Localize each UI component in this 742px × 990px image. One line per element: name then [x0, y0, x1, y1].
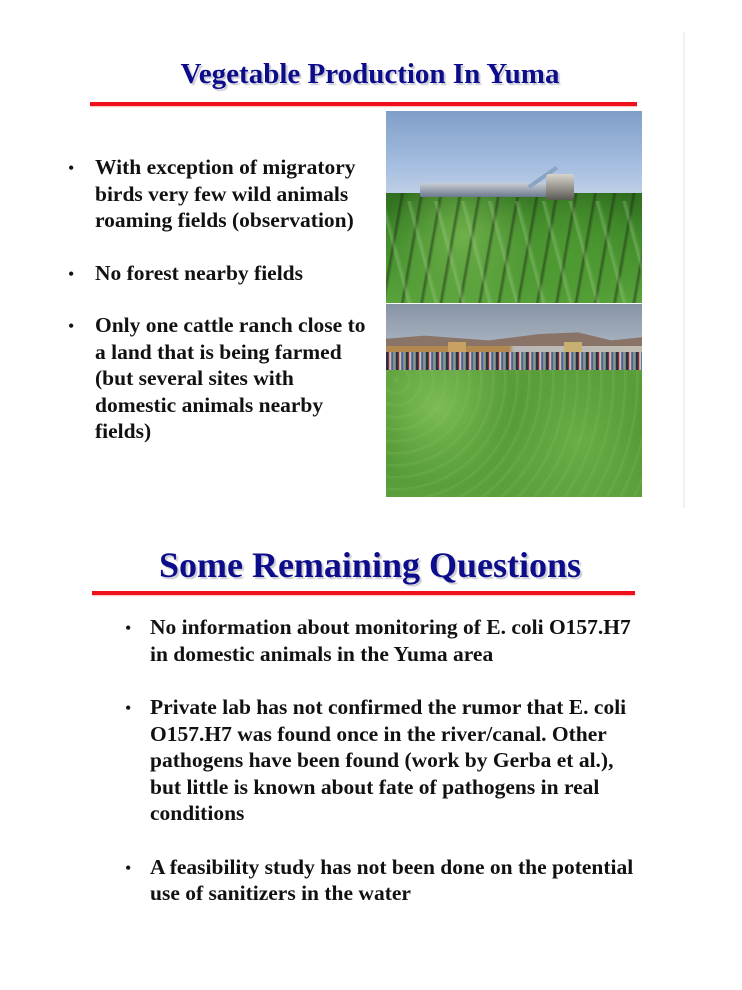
bullet-list — [125, 614, 645, 934]
bullet-item — [125, 854, 645, 907]
field-workers-photo — [386, 304, 642, 497]
bullet-item — [125, 614, 645, 667]
bullet-icon: • — [125, 857, 132, 878]
bullet-text: With exception of migratory birds very few wild animals roaming fields (observation) — [95, 155, 356, 232]
title-underline — [90, 102, 637, 106]
bullet-icon: • — [68, 158, 75, 178]
bullet-item — [68, 154, 378, 234]
bullet-text: No forest nearby fields — [95, 260, 304, 285]
slide-title: Some Remaining Questions — [158, 545, 582, 585]
slide-title: Vegetable Production In Yuma — [180, 58, 560, 90]
bullet-text: Only one cattle ranch close to a land that is being farmed (but several sites with domestic animals nearby fields) — [95, 313, 366, 443]
bullet-icon: • — [125, 618, 132, 638]
page-edge-divider — [683, 32, 685, 508]
bullet-item — [68, 260, 378, 287]
bullet-text: No information about monitoring of E. coli O157.H7 in domestic animals in the Yuma area — [150, 615, 631, 666]
bullet-icon: • — [68, 263, 75, 284]
bullet-text: Private lab has not confirmed the rumor that E. coli O157.H7 was found once in the river/canal. Other pathogens have been found (work by Gerba et al.), but little is known about fate of pathogens in real conditions — [150, 695, 627, 825]
harvester-field-photo — [386, 111, 642, 303]
bullet-icon: • — [68, 316, 75, 336]
bullet-list — [68, 154, 378, 471]
bullet-text: A feasibility study has not been done on the potential use of sanitizers in the water — [150, 854, 634, 905]
bullet-icon: • — [125, 698, 132, 718]
title-underline — [92, 591, 635, 595]
bullet-item — [68, 312, 378, 445]
bullet-item — [125, 694, 645, 827]
